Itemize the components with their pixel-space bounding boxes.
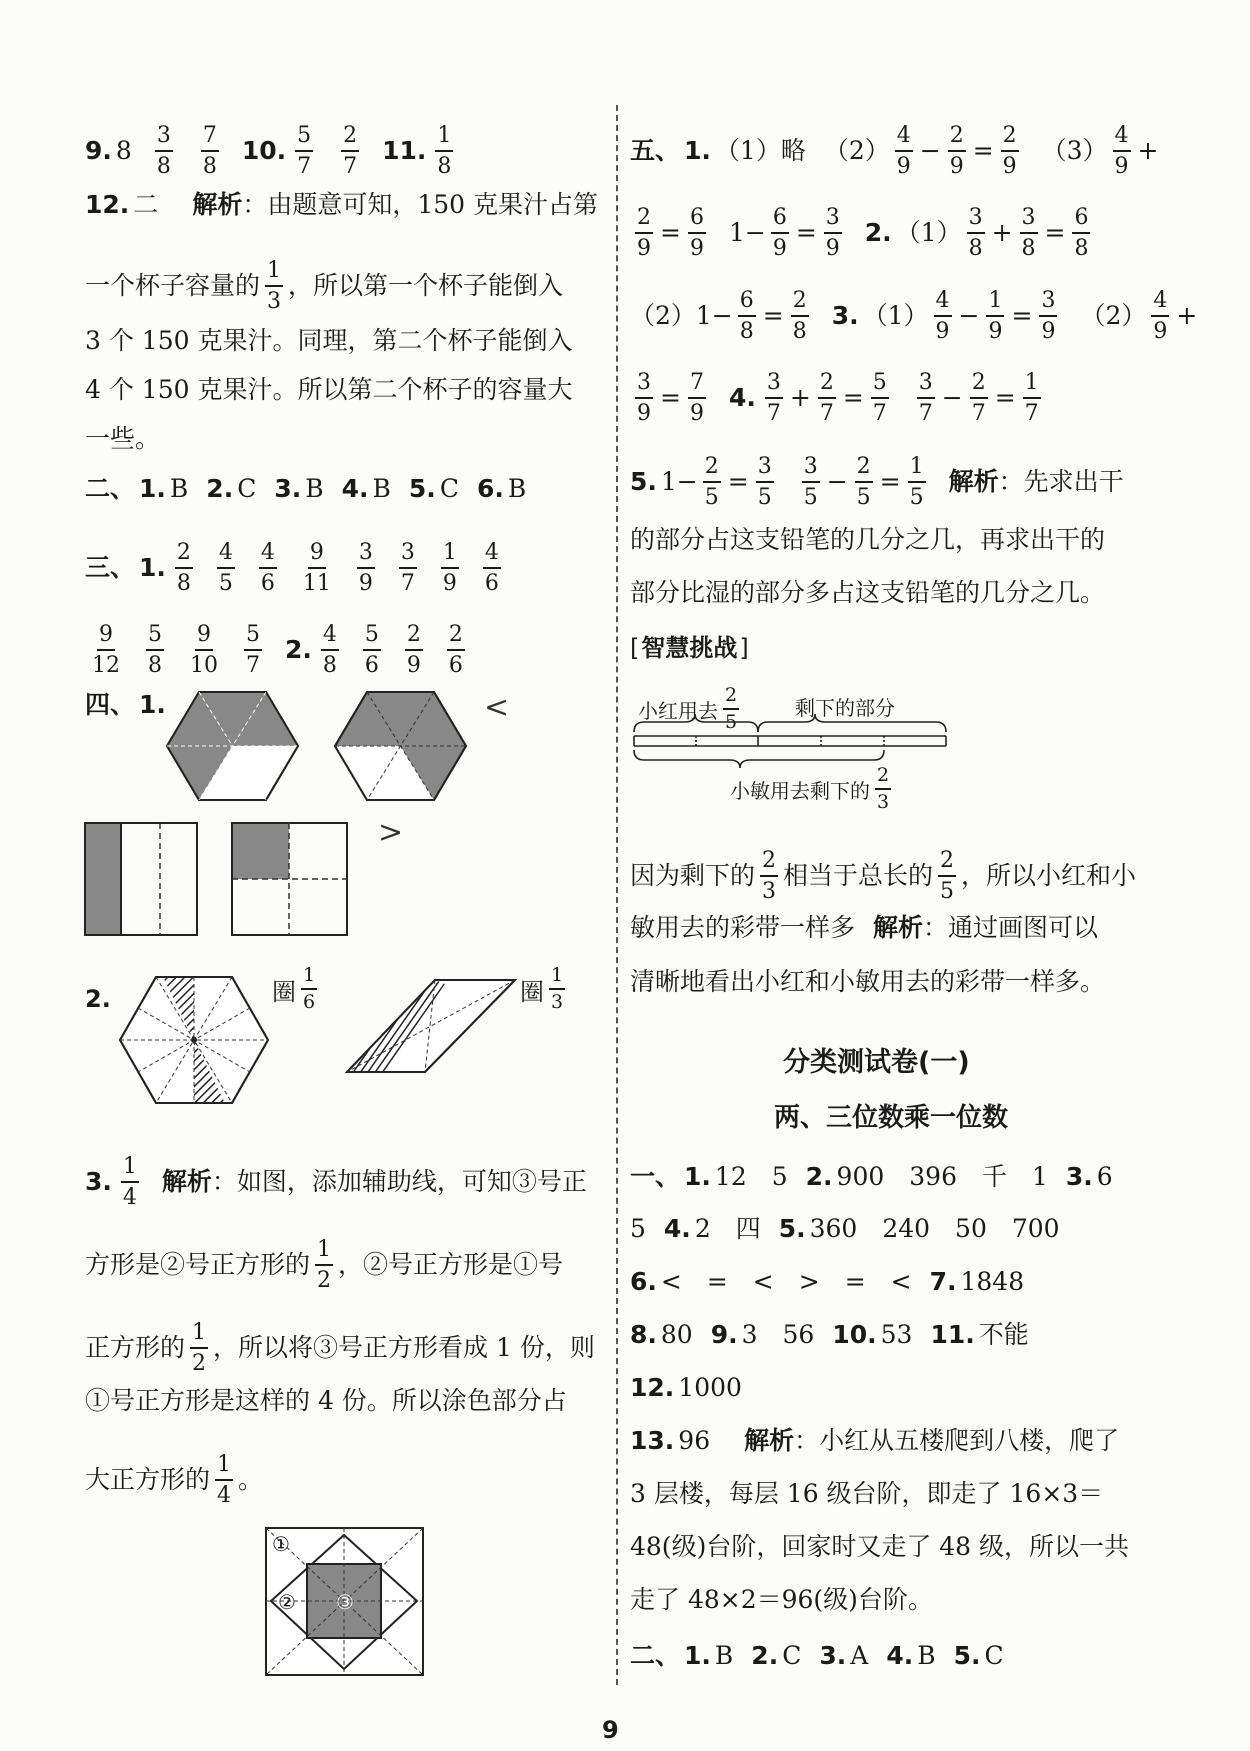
comparison-sign-2: > — [378, 815, 404, 850]
fraction-expression — [630, 205, 711, 261]
section-5-line-2: $\frac{2}{9}$ = $\frac{6}{9}$ 1− $\frac{6}{9}$ = $\frac{3}{9}$ 2. （1） $\frac{3}{8}$ + $\frac{3}{8}$ = $\frac{6}{8}$ — [630, 205, 1095, 261]
fraction: $\frac{4}{6}$ — [484, 540, 499, 596]
challenge-answer-line-3: 清晰地看出小红和小敏用去的彩带一样多。 — [630, 967, 1106, 996]
diagram-bottom-label: 小敏用去剩下的 $\frac{2}{3}$ — [730, 764, 890, 813]
fraction-expression — [1146, 288, 1199, 344]
test-paper-subtitle: 两、三位数乘一位数 — [774, 1103, 1009, 1133]
fraction: $\frac{2}{9}$ — [406, 622, 421, 678]
operator: + — [991, 218, 1013, 247]
fraction: $\frac{1}{7}$ — [1024, 370, 1039, 426]
fraction: $\frac{7}{9}$ — [689, 370, 704, 426]
fraction: $\frac{1}{9}$ — [442, 540, 457, 596]
q12-line-2: 一个杯子容量的 $\frac{1}{3}$ ，所以第一个杯子能倒入 — [85, 258, 564, 314]
fraction: $\frac{2}{9}$ — [1002, 123, 1017, 179]
fraction: $\frac{2}{8}$ — [176, 540, 191, 596]
challenge-answer-line-1: 因为剩下的 $\frac{2}{3}$ 相当于总长的 $\frac{2}{5}$ ，所以小红和小 — [630, 848, 1137, 904]
fraction: $\frac{3}{5}$ — [757, 454, 772, 510]
operator: + — [789, 383, 811, 412]
fraction: $\frac{3}{8}$ — [156, 123, 171, 179]
section-5-line-6: 的部分占这支铅笔的几分之几，再求出干的 — [630, 525, 1106, 554]
fraction: $\frac{1}{8}$ — [437, 123, 452, 179]
test-section-1-line-1: 一、 1. 12 5 2. 900 396 千 1 3. 6 — [630, 1162, 1113, 1191]
q13-line-4: 走了 48×2＝96(级)台阶。 — [630, 1585, 933, 1614]
operator: = — [727, 467, 749, 496]
q10-number: 10. — [241, 136, 287, 165]
q12-line-5: 一些。 — [85, 424, 161, 453]
test-section-2-answers: 二、 1. B 2. C 3. A 4. B 5. C — [630, 1641, 1004, 1670]
fraction: $\frac{4}{5}$ — [218, 540, 233, 596]
fraction: $\frac{5}{7}$ — [872, 370, 887, 426]
fraction: $\frac{9}{12}$ — [92, 622, 120, 678]
analysis-label: 解析 — [192, 190, 243, 219]
q9-number: 9. — [85, 136, 112, 165]
operator: = — [1011, 301, 1033, 330]
parallelogram-figure — [345, 978, 517, 1074]
fraction: $\frac{5}{8}$ — [148, 622, 162, 678]
q13-line-1: 13. 96 解析 ：小红从五楼爬到八楼，爬了 — [630, 1426, 1120, 1455]
fraction: $\frac{2}{7}$ — [819, 370, 834, 426]
fraction-expression — [698, 454, 779, 510]
operator: + — [1137, 136, 1159, 165]
fraction: $\frac{4}{6}$ — [260, 540, 275, 596]
square-label-1: ① — [272, 1532, 290, 1556]
q3-line-3: 正方形的 $\frac{1}{2}$ ，所以将③号正方形看成 1 份，则 — [85, 1320, 595, 1376]
q12-line: 12. 二 解析 ：由题意可知，150 克果汁占第 — [85, 190, 598, 219]
section-2-answers: 二、 1. B 2. C 3. B 4. B 5. C 6. B — [85, 474, 527, 503]
fraction: $\frac{3}{9}$ — [825, 205, 840, 261]
q3-line-5: 大正方形的 $\frac{1}{4}$ 。 — [85, 1452, 264, 1508]
fraction-expression — [890, 123, 1024, 179]
fraction: $\frac{9}{10}$ — [190, 622, 218, 678]
operator: − — [941, 383, 963, 412]
fraction: $\frac{3}{7}$ — [400, 540, 415, 596]
q3-line-4: ①号正方形是这样的 4 份。所以涂色部分占 — [85, 1386, 567, 1415]
test-section-1-line-4: 8. 80 9. 3 56 10. 53 11. 不能 — [630, 1320, 1029, 1349]
fraction: $\frac{3}{8}$ — [968, 205, 983, 261]
analysis-label: 解析 — [948, 467, 999, 496]
fraction: $\frac{2}{5}$ — [856, 454, 871, 510]
fraction: $\frac{2}{7}$ — [343, 123, 358, 179]
operator: = — [994, 383, 1016, 412]
q3-line: 3. $\frac{1}{4}$ 解析 ：如图，添加辅助线，可知③号正 — [85, 1154, 587, 1210]
hexagon-shaded-figure — [165, 690, 300, 802]
circle-label-2: 圈 $\frac{1}{3}$ — [520, 964, 564, 1013]
fraction: $\frac{4}{9}$ — [1153, 288, 1168, 344]
fraction: $\frac{3}{5}$ — [803, 454, 818, 510]
fraction: $\frac{6}{8}$ — [739, 288, 754, 344]
fraction-expression — [766, 205, 847, 261]
fraction: $\frac{9}{11}$ — [302, 540, 331, 596]
q13-line-3: 48(级)台阶，回家时又走了 48 级，所以一共 — [630, 1532, 1130, 1561]
section-3-answers: 三、 1. $\frac{2}{8}$ $\frac{4}{5}$ $\frac{4}{6}$ $\frac{9}{11}$ $\frac{3}{9}$ $\frac{3}{7}$ $\frac{1}{9}$ $\frac{4}{6}$ — [85, 540, 499, 596]
test-section-1-line-2: 5 4. 2 四 5. 360 240 50 700 — [630, 1214, 1060, 1243]
fraction: $\frac{4}{8}$ — [322, 622, 337, 678]
q3-line-2: 方形是②号正方形的 $\frac{1}{2}$ ，②号正方形是①号 — [85, 1237, 564, 1293]
section-5-line-5: 5. 1− $\frac{2}{5}$ = $\frac{3}{5}$ $\frac{3}{5}$ − $\frac{2}{5}$ = $\frac{1}{5}$ 解析 ：先求出干 — [630, 454, 1124, 510]
fraction-expression — [630, 370, 711, 426]
answers-9-11 — [85, 123, 458, 179]
operator: = — [762, 301, 784, 330]
q4-2-number: 2. — [85, 985, 111, 1013]
fraction-expression — [797, 454, 931, 510]
fraction: $\frac{6}{9}$ — [772, 205, 787, 261]
section-5-line-3: （2）1− $\frac{6}{8}$ = $\frac{2}{8}$ 3. （1） $\frac{4}{9}$ − $\frac{1}{9}$ = $\frac{3}{9}$ （2） $\frac{4}{9}$ + — [630, 288, 1198, 344]
fraction: $\frac{4}{9}$ — [896, 123, 911, 179]
q9-answer: 8 — [115, 136, 132, 165]
page-number: 9 — [602, 1716, 619, 1744]
fraction-expression — [912, 370, 1046, 426]
operator: = — [879, 467, 901, 496]
hexagon-divided-figure — [118, 975, 270, 1105]
test-section-1-line-3: 6. < = < > = < 7. 1848 — [630, 1267, 1025, 1296]
operator: = — [660, 383, 681, 412]
operator: = — [660, 218, 681, 247]
fraction: $\frac{3}{7}$ — [918, 370, 933, 426]
rectangle-figure-1 — [84, 822, 199, 937]
fraction: $\frac{1}{9}$ — [988, 288, 1003, 344]
fraction: $\frac{4}{9}$ — [1114, 123, 1129, 179]
fraction: $\frac{5}{7}$ — [297, 123, 312, 179]
operator: − — [919, 136, 941, 165]
diagram-top-label: 小红用去 $\frac{2}{5}$ — [638, 684, 738, 733]
fraction: $\frac{2}{9}$ — [637, 205, 651, 261]
fraction: $\frac{6}{8}$ — [1074, 205, 1089, 261]
operator: = — [1044, 218, 1066, 247]
q11-number: 11. — [382, 136, 427, 165]
fraction: $\frac{2}{6}$ — [448, 622, 463, 678]
section-5-line-1: 五、 1. （1）略 （2） $\frac{4}{9}$ − $\frac{2}{9}$ = $\frac{2}{9}$ （3） $\frac{4}{9}$ + — [630, 123, 1159, 179]
fraction-expression — [733, 288, 814, 344]
fraction-expression — [929, 288, 1063, 344]
fraction: $\frac{5}{7}$ — [246, 622, 260, 678]
hexagon-shaded-figure-2 — [333, 690, 468, 802]
fraction: $\frac{3}{9}$ — [1041, 288, 1056, 344]
wisdom-challenge-heading: [ 智慧挑战 ] — [630, 628, 749, 663]
ribbon-diagram — [630, 712, 950, 772]
operator: = — [795, 218, 817, 247]
rectangle-figure-2 — [231, 822, 349, 937]
section-5-line-4: $\frac{3}{9}$ = $\frac{7}{9}$ 4. $\frac{3}{7}$ + $\frac{2}{7}$ = $\frac{5}{7}$ $\frac{3}{7}$ − $\frac{2}{7}$ = $\frac{1}{7}$ — [630, 370, 1046, 426]
analysis-label: 解析 — [161, 1167, 212, 1196]
fraction: $\frac{2}{9}$ — [949, 123, 964, 179]
comparison-sign: < — [484, 690, 510, 725]
test-section-1-line-5: 12. 1000 — [630, 1373, 742, 1402]
analysis-label: 解析 — [873, 913, 924, 942]
operator: − — [958, 301, 980, 330]
section-4-label: 四、 1. — [85, 690, 166, 719]
q12-line-3: 3 个 150 克果汁。同理，第二个杯子能倒入 — [85, 326, 573, 355]
test-paper-title: 分类测试卷(一) — [783, 1047, 970, 1078]
square-label-2: ② — [278, 1590, 296, 1614]
fraction-expression — [760, 370, 894, 426]
fraction: $\frac{3}{9}$ — [358, 540, 373, 596]
section-3-answers-2: $\frac{9}{12}$ $\frac{5}{8}$ $\frac{9}{10}$ $\frac{5}{7}$ 2. $\frac{4}{8}$ $\frac{5}{6}$ $\frac{2}{9}$ $\frac{2}{6}$ — [92, 622, 463, 678]
operator: = — [842, 383, 864, 412]
diagram-rest-label: 剩下的部分 — [795, 696, 895, 720]
fraction: $\frac{4}{9}$ — [935, 288, 950, 344]
fraction: $\frac{2}{7}$ — [971, 370, 986, 426]
fraction: $\frac{6}{9}$ — [689, 205, 704, 261]
analysis-label: 解析 — [744, 1426, 795, 1455]
fraction: $\frac{3}{9}$ — [637, 370, 651, 426]
fraction: $\frac{7}{8}$ — [202, 123, 217, 179]
fraction: $\frac{3}{7}$ — [766, 370, 781, 426]
circle-label-1: 圈 $\frac{1}{6}$ — [272, 964, 316, 1013]
operator: + — [1176, 301, 1198, 330]
fraction: $\frac{2}{8}$ — [792, 288, 807, 344]
q12-line-4: 4 个 150 克果汁。所以第二个杯子的容量大 — [85, 375, 573, 404]
fraction: $\frac{1}{3}$ — [267, 258, 282, 314]
fraction: $\frac{3}{8}$ — [1021, 205, 1036, 261]
fraction-expression — [962, 205, 1096, 261]
fraction: $\frac{1}{5}$ — [909, 454, 924, 510]
fraction: $\frac{2}{5}$ — [704, 454, 719, 510]
column-divider — [616, 105, 618, 1685]
fraction-expression — [1108, 123, 1161, 179]
fraction: $\frac{5}{6}$ — [364, 622, 379, 678]
square-label-3: ③ — [336, 1590, 354, 1614]
challenge-answer-line-2: 敏用去的彩带一样多 解析 ：通过画图可以 — [630, 913, 1099, 942]
section-5-line-7: 部分比湿的部分多占这支铅笔的几分之几。 — [630, 578, 1106, 607]
operator: = — [972, 136, 994, 165]
q13-line-2: 3 层楼，每层 16 级台阶，即走了 16×3＝ — [630, 1479, 1104, 1508]
operator: − — [826, 467, 848, 496]
